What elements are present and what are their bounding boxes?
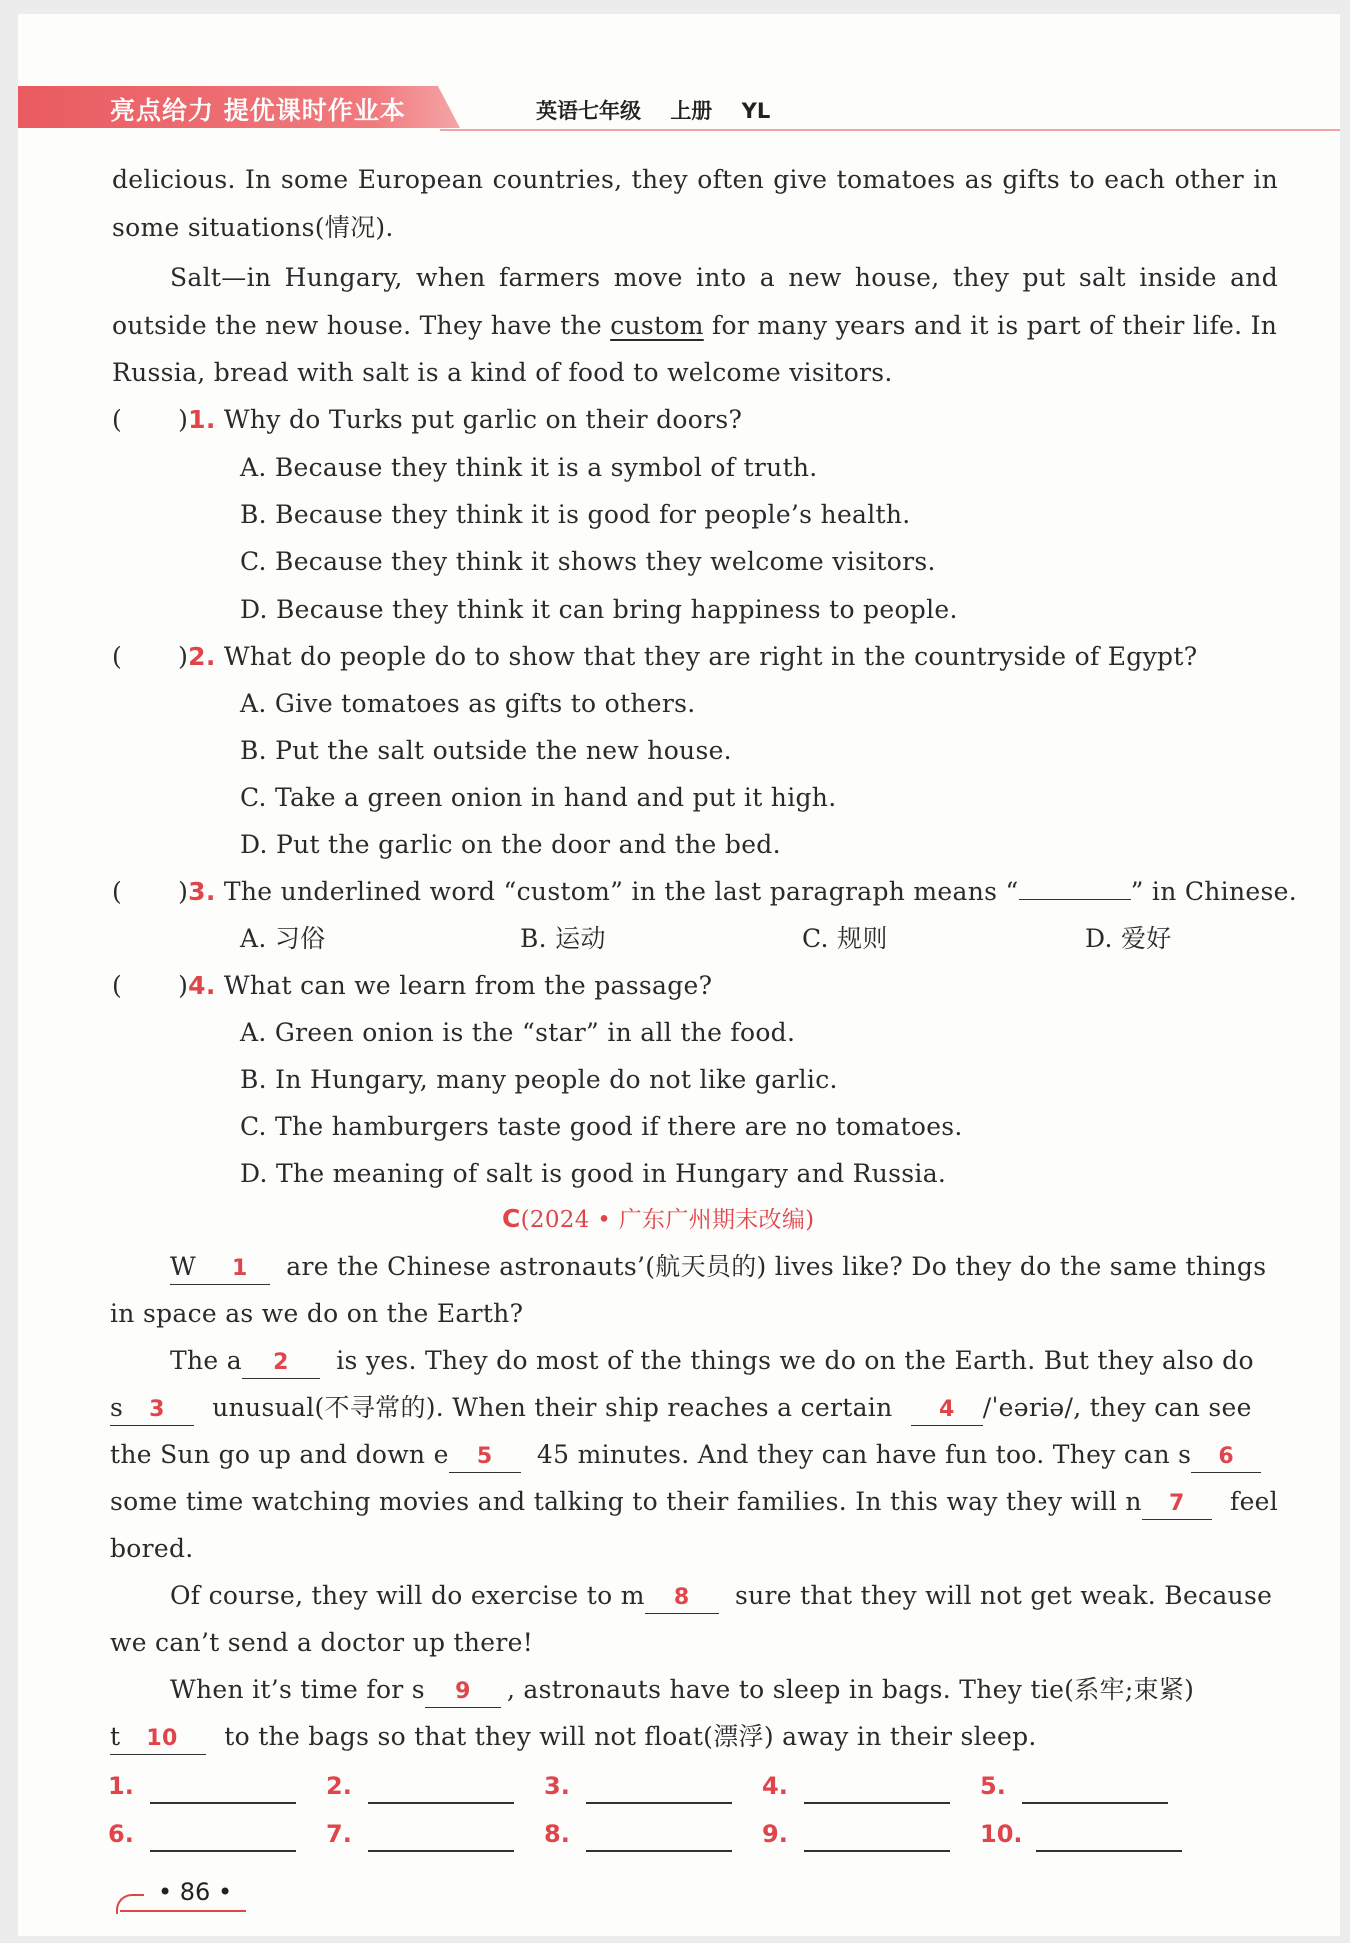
question-number: 3. (188, 877, 216, 906)
answer-paren-open[interactable]: ( (112, 971, 123, 1000)
answer-blank-5[interactable] (1022, 1802, 1168, 1804)
answer-label-8: 8. (544, 1820, 570, 1848)
option-d[interactable]: D. Put the garlic on the door and the bed. (240, 830, 781, 859)
answer-blank-1[interactable] (150, 1802, 296, 1804)
passage-line: some situations(情况). (112, 213, 394, 242)
answer-blank-9[interactable] (804, 1850, 950, 1852)
answer-blank-3[interactable] (586, 1802, 732, 1804)
option-b[interactable]: B. In Hungary, many people do not like garlic. (240, 1065, 838, 1094)
option-a[interactable]: A. Because they think it is a symbol of truth. (240, 453, 818, 482)
question-number: 4. (188, 971, 216, 1000)
passage-line: Salt—in Hungary, when farmers move into a new house, they put salt inside and (170, 263, 1278, 292)
answer-label-10: 10. (980, 1820, 1023, 1848)
answer-label-6: 6. (108, 1820, 134, 1848)
answer-label-5: 5. (980, 1772, 1006, 1800)
answer-label-7: 7. (326, 1820, 352, 1848)
section-source: (2024 • 广东广州期末改编) (520, 1207, 815, 1233)
cloze-blank-5[interactable]: 5 (449, 1440, 521, 1473)
passage-text: outside the new house. They have the (112, 311, 611, 340)
cloze-blank-3[interactable]: s 3 (110, 1393, 194, 1426)
header-banner-title: 亮点给力 提优课时作业本 (110, 96, 406, 125)
passage-c-line: s 3 unusual(不寻常的). When their ship reaches a certain 4 /ˈeəriə/, they can see (110, 1391, 1252, 1426)
question-text: The underlined word “custom” in the last paragraph means “ (223, 877, 1019, 906)
cloze-blank-2[interactable]: 2 (242, 1346, 320, 1379)
option-b[interactable]: B. 运动 (520, 924, 606, 953)
option-c[interactable]: C. Take a green onion in hand and put it high. (240, 783, 837, 812)
question-3 (112, 875, 1297, 909)
passage-c-line: bored. (110, 1534, 194, 1563)
answer-paren-close: ) (178, 971, 189, 1000)
answer-paren-open[interactable]: ( (112, 642, 123, 671)
option-d[interactable]: D. 爱好 (1085, 924, 1172, 953)
header-volume: 上册 (670, 99, 713, 123)
passage-c-line: in space as we do on the Earth? (110, 1299, 524, 1328)
option-b[interactable]: B. Put the salt outside the new house. (240, 736, 732, 765)
passage-line: Russia, bread with salt is a kind of food to welcome visitors. (112, 358, 893, 387)
answer-blank-6[interactable] (150, 1850, 296, 1852)
passage-text: for many years and it is part of their life. In (703, 311, 1278, 340)
passage-c-line: some time watching movies and talking to their families. In this way they will n 7 feel (110, 1485, 1278, 1520)
header-edition: YL (741, 99, 771, 123)
question-text: What can we learn from the passage? (223, 971, 713, 1000)
option-a[interactable]: A. 习俗 (240, 924, 326, 953)
cloze-blank-6[interactable]: 6 (1191, 1440, 1261, 1473)
answer-label-4: 4. (762, 1772, 788, 1800)
cloze-blank-4[interactable]: 4 (911, 1393, 983, 1426)
question-text: Why do Turks put garlic on their doors? (223, 405, 743, 434)
header-subject: 英语七年级 (536, 99, 641, 123)
passage-c-line: The a 2 is yes. They do most of the things we do on the Earth. But they also do (170, 1344, 1254, 1379)
cloze-blank-9[interactable]: 9 (425, 1675, 501, 1708)
passage-c-line: Of course, they will do exercise to m 8 sure that they will not get weak. Because (170, 1579, 1272, 1614)
question-2 (112, 640, 1197, 674)
option-d[interactable]: D. Because they think it can bring happiness to people. (240, 595, 958, 624)
answer-paren-close: ) (178, 877, 189, 906)
answer-paren-close: ) (178, 405, 189, 434)
answer-paren-open[interactable]: ( (112, 877, 123, 906)
answer-label-9: 9. (762, 1820, 788, 1848)
option-c[interactable]: C. The hamburgers taste good if there are no tomatoes. (240, 1112, 963, 1141)
passage-c-line: W 1 are the Chinese astronauts’(航天员的) lives like? Do they do the same things (170, 1250, 1266, 1285)
question-text: ” in Chinese. (1130, 877, 1297, 906)
answer-blank-2[interactable] (368, 1802, 514, 1804)
question-text: What do people do to show that they are right in the countryside of Egypt? (223, 642, 1198, 671)
question-4 (112, 969, 712, 1003)
page-number: • 86 • (158, 1878, 233, 1906)
cloze-blank-7[interactable]: 7 (1142, 1487, 1212, 1520)
cloze-blank-1[interactable]: W 1 (170, 1252, 270, 1285)
cloze-blank-10[interactable]: t 10 (110, 1722, 206, 1755)
page-number-underline (120, 1910, 246, 1912)
option-a[interactable]: A. Give tomatoes as gifts to others. (240, 689, 696, 718)
answer-label-1: 1. (108, 1772, 134, 1800)
section-c-heading (502, 1202, 814, 1237)
answer-blank-10[interactable] (1036, 1850, 1182, 1852)
header-book-info (536, 95, 792, 125)
passage-line: delicious. In some European countries, they often give tomatoes as gifts to each other in (112, 165, 1278, 194)
question-number: 2. (188, 642, 216, 671)
question-number: 1. (188, 405, 216, 434)
option-c[interactable]: C. 规则 (802, 924, 888, 953)
translation-blank[interactable] (1019, 899, 1131, 900)
passage-line (112, 309, 1278, 343)
section-letter: C (502, 1204, 521, 1233)
answer-label-2: 2. (326, 1772, 352, 1800)
header-divider (440, 129, 1340, 131)
answer-paren-open[interactable]: ( (112, 405, 123, 434)
passage-c-line: we can’t send a doctor up there! (110, 1628, 534, 1657)
passage-c-line: t 10 to the bags so that they will not float(漂浮) away in their sleep. (110, 1720, 1037, 1755)
passage-c-line: the Sun go up and down e 5 45 minutes. And they can have fun too. They can s 6 (110, 1438, 1261, 1473)
option-d[interactable]: D. The meaning of salt is good in Hungary and Russia. (240, 1159, 947, 1188)
answer-label-3: 3. (544, 1772, 570, 1800)
answer-paren-close: ) (178, 642, 189, 671)
answer-blank-7[interactable] (368, 1850, 514, 1852)
underlined-word-custom: custom (610, 311, 704, 340)
option-c[interactable]: C. Because they think it shows they welcome visitors. (240, 547, 936, 576)
passage-c-line: When it’s time for s 9 , astronauts have to sleep in bags. They tie(系牢;束紧) (170, 1673, 1194, 1708)
cloze-blank-8[interactable]: 8 (645, 1581, 719, 1614)
option-b[interactable]: B. Because they think it is good for people’s health. (240, 500, 911, 529)
answer-blank-8[interactable] (586, 1850, 732, 1852)
option-a[interactable]: A. Green onion is the “star” in all the food. (240, 1018, 796, 1047)
question-1 (112, 403, 742, 437)
answer-blank-4[interactable] (804, 1802, 950, 1804)
